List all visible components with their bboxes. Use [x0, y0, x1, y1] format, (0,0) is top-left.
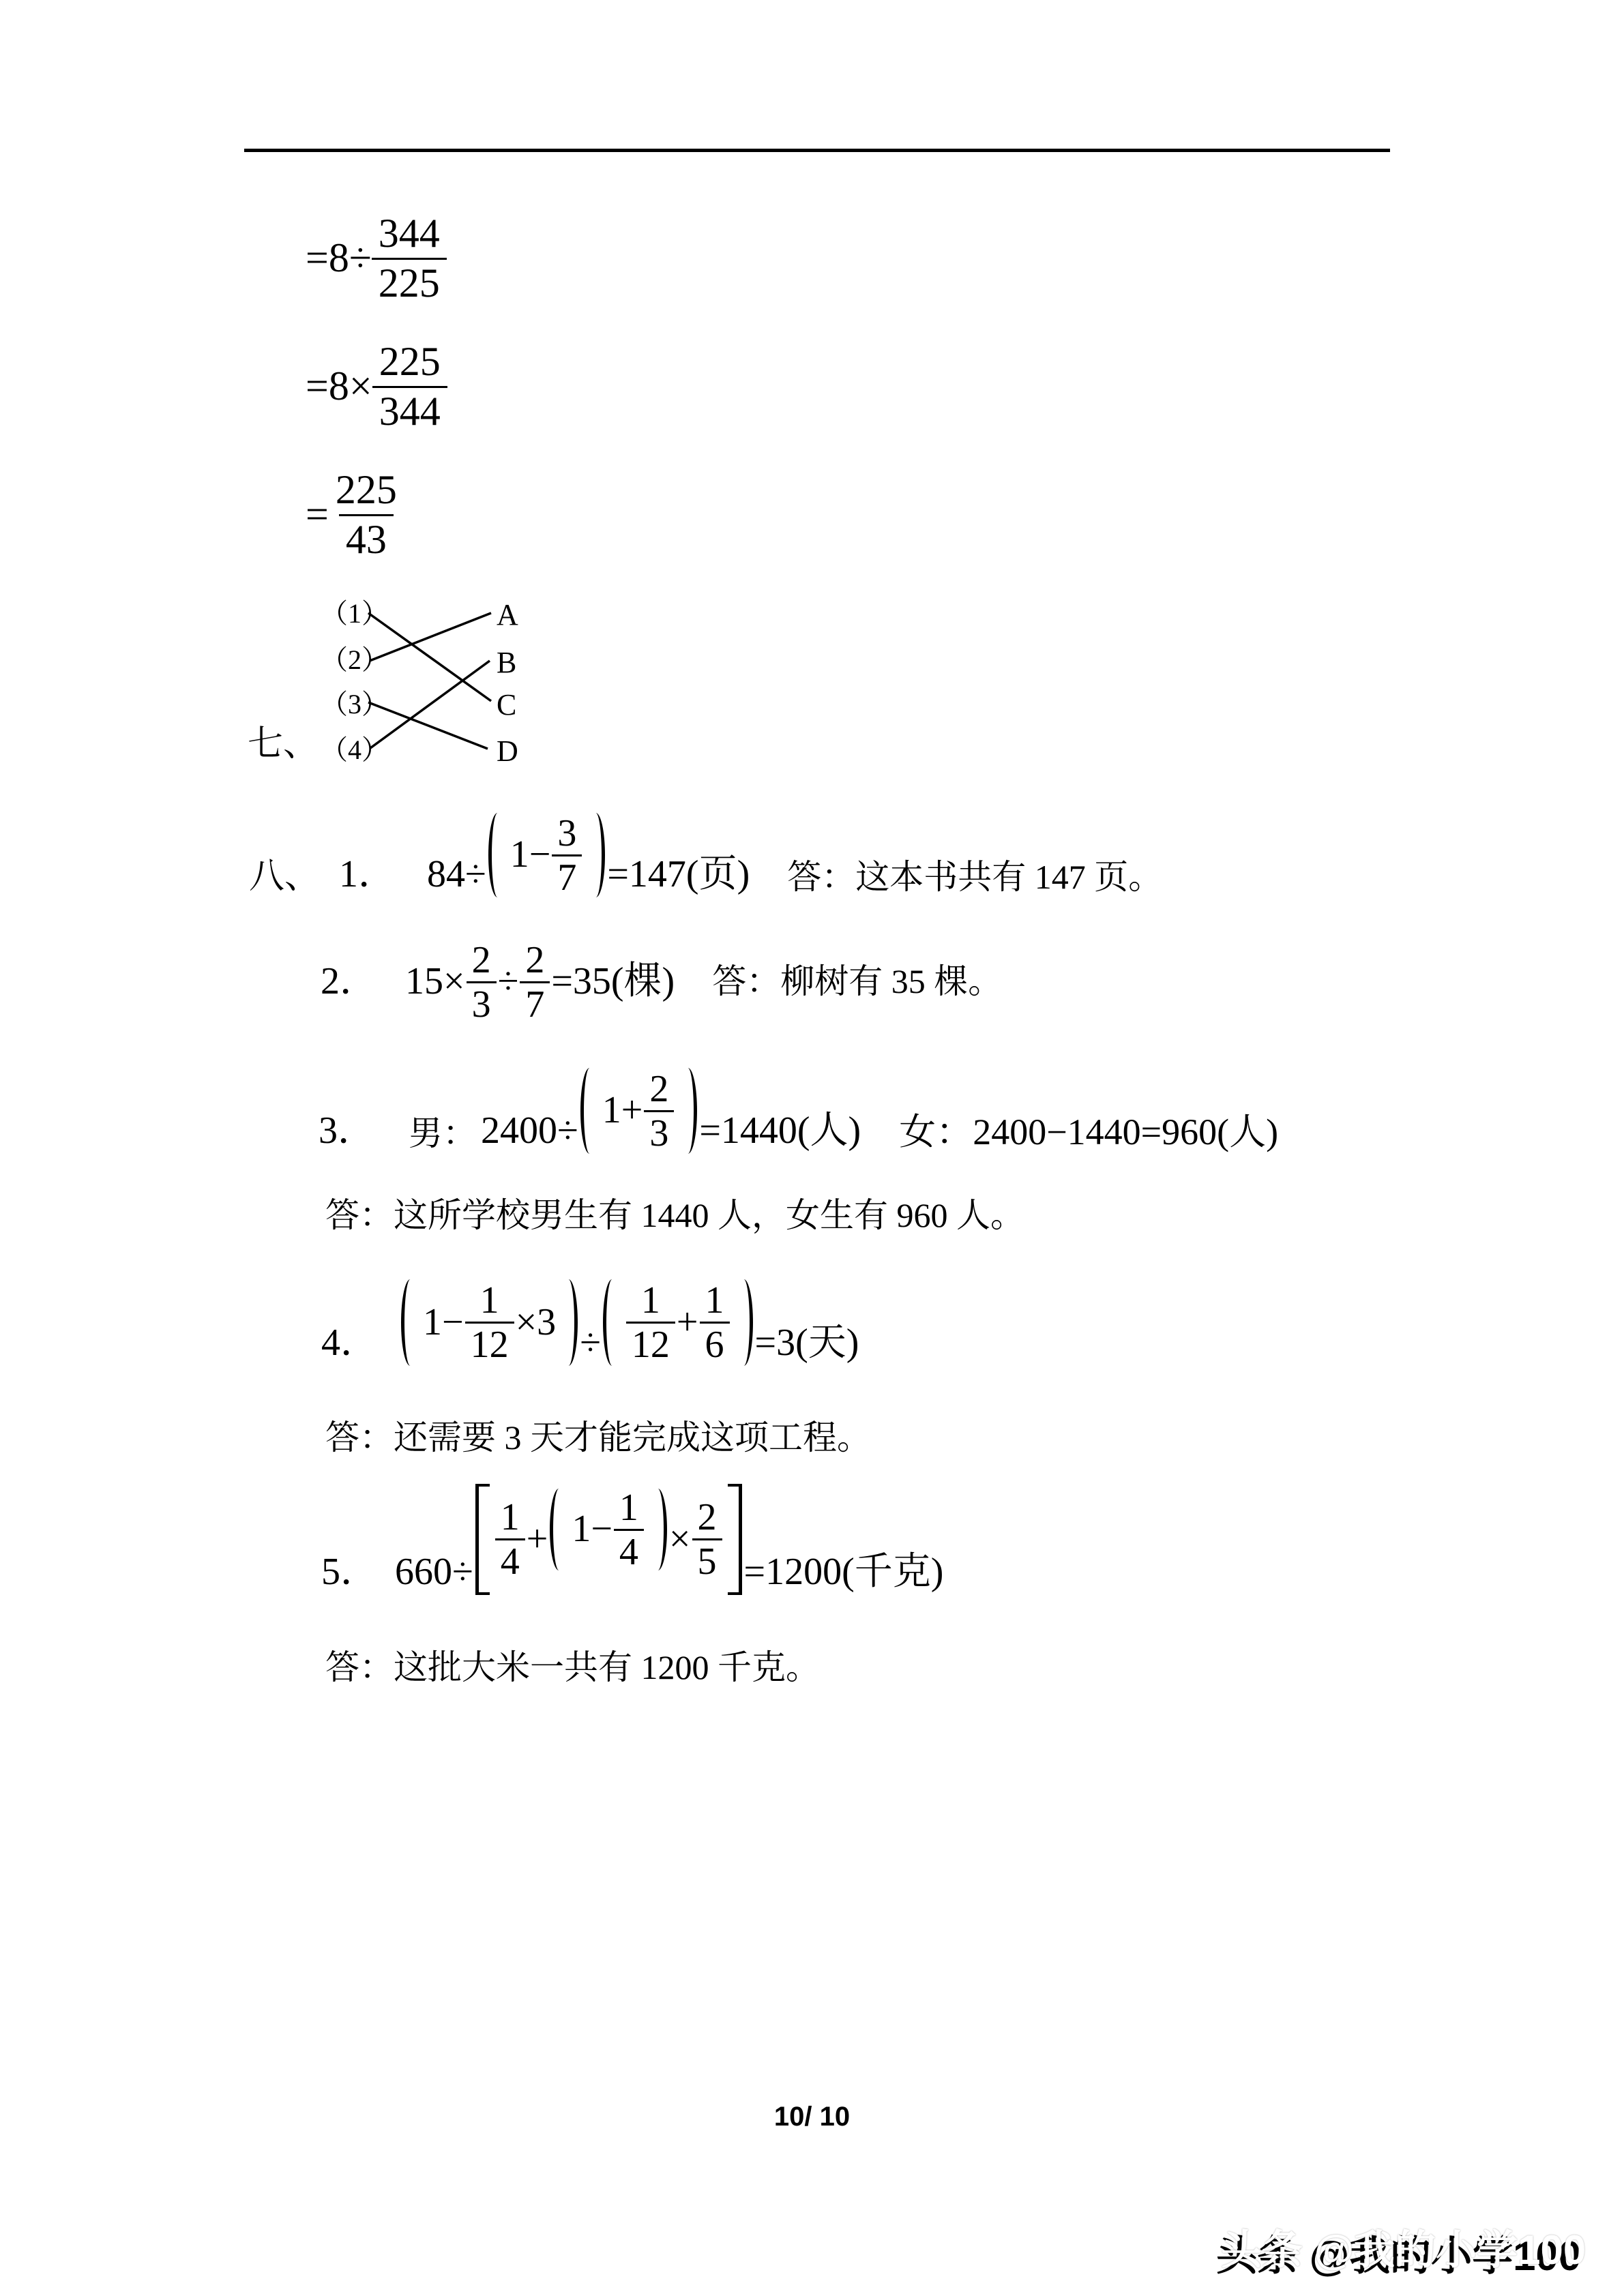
step1-prefix: =8÷ [306, 235, 372, 280]
fraction-denominator: 225 [372, 258, 447, 305]
item-4-p1-tail: ×3 [515, 1300, 557, 1343]
fraction-numerator: 225 [335, 467, 397, 512]
item-4-number: 4． [321, 1322, 379, 1365]
item-4-answer: 答：还需要 3 天才能完成这项工程。 [325, 1418, 871, 1457]
item-3-paren-lead: 1+ [602, 1089, 643, 1132]
left-paren [488, 813, 507, 897]
step2-prefix: =8× [306, 363, 372, 408]
step3-prefix: = [306, 492, 329, 537]
fraction-numerator: 2 [525, 939, 545, 981]
fraction-denominator: 43 [339, 514, 394, 561]
right-paren [587, 813, 605, 897]
item-5-times-op: × [668, 1517, 691, 1560]
fraction-numerator: 344 [378, 211, 440, 256]
step3-fraction [329, 468, 404, 561]
fraction-numerator: 1 [705, 1279, 724, 1322]
item-1-post: =147(页) [607, 853, 750, 896]
item-4-divide-op: ÷ [580, 1322, 601, 1365]
item-5-inner-paren-group [550, 1486, 667, 1573]
left-square-bracket [475, 1484, 490, 1595]
bracket-content [494, 1486, 724, 1583]
item-4-p1-lead: 1− [423, 1300, 464, 1343]
item-5-number: 5． [321, 1551, 379, 1594]
fraction-denominator: 4 [495, 1538, 525, 1581]
fraction-numerator: 1 [640, 1279, 660, 1322]
item-3-pre: 2400÷ [481, 1109, 578, 1152]
fraction-numerator: 2 [649, 1067, 669, 1110]
item-3-fraction [644, 1067, 674, 1154]
fraction-denominator: 12 [626, 1322, 675, 1364]
left-paren [550, 1489, 568, 1570]
match-left-4: （4） [321, 734, 389, 765]
match-right-b: B [497, 646, 517, 679]
item-1-fraction [552, 811, 582, 899]
fraction-denominator: 7 [520, 981, 550, 1024]
left-paren [603, 1279, 621, 1366]
match-left-2: （2） [321, 644, 389, 675]
right-paren [735, 1279, 753, 1366]
item-5-bracket-group [475, 1484, 742, 1595]
item-4-plus-op: + [676, 1300, 698, 1343]
step2-fraction [372, 340, 447, 433]
item-1-pre: 84÷ [427, 853, 486, 896]
item-1-row [249, 813, 1162, 897]
watermark-text: 头条 @我的小学100 [1221, 2227, 1586, 2273]
right-paren [559, 1279, 578, 1366]
item-2-pre: 15× [405, 959, 465, 1002]
item-5-post: =1200(千克) [743, 1551, 944, 1594]
fraction-numerator: 1 [479, 1279, 499, 1322]
fraction-denominator: 6 [700, 1322, 730, 1364]
item-5-answer: 答：这批大米一共有 1200 千克。 [325, 1648, 820, 1686]
paren-content [602, 1067, 676, 1154]
paren-content [572, 1486, 645, 1573]
item-3-row [319, 1068, 1278, 1154]
item-4-paren-group-1 [401, 1279, 578, 1366]
item-1-number: 1． [339, 853, 397, 896]
fraction-denominator: 4 [614, 1529, 644, 1571]
item-3-answer: 答：这所学校男生有 1440 人，女生有 960 人。 [325, 1196, 1024, 1234]
fraction-numerator: 1 [619, 1486, 638, 1529]
item-4-fraction-2 [626, 1281, 675, 1364]
fraction-numerator: 2 [697, 1496, 717, 1538]
item-5-pre: 660÷ [395, 1551, 473, 1594]
left-paren [401, 1279, 419, 1366]
item-4-post: =3(天) [754, 1322, 859, 1365]
item-5-fraction-2 [614, 1486, 644, 1573]
top-rule [244, 149, 1390, 152]
right-paren [649, 1489, 667, 1570]
item-1-answer: 答：这本书共有 147 页。 [787, 858, 1163, 896]
fraction-numerator: 225 [379, 339, 441, 384]
item-2-row [321, 939, 1003, 1026]
fraction-denominator: 5 [692, 1538, 722, 1581]
match-left-3: （3） [321, 689, 389, 719]
right-paren [679, 1068, 697, 1154]
match-right-d: D [497, 734, 518, 768]
fraction-numerator: 2 [471, 939, 491, 981]
item-1-paren-lead: 1− [510, 833, 551, 876]
page-number: 10/ 10 [773, 2102, 851, 2132]
item-4-fraction-1 [465, 1281, 514, 1364]
solution-step-2 [306, 340, 447, 433]
fraction-denominator: 3 [644, 1110, 674, 1152]
item-3-male-label: 男： [409, 1114, 477, 1152]
item-5-paren-lead: 1− [572, 1508, 612, 1551]
item-3-number: 3． [319, 1109, 376, 1152]
fraction-denominator: 3 [467, 981, 497, 1024]
match-right-c: C [497, 688, 517, 721]
item-5-plus-op: + [526, 1517, 548, 1560]
match-right-a: A [497, 598, 518, 631]
item-4-row [321, 1279, 859, 1366]
paren-content [510, 811, 584, 899]
item-5-fraction-3 [692, 1498, 722, 1581]
item-2-answer: 答：柳树有 35 棵。 [712, 962, 1003, 1000]
fraction-denominator: 12 [465, 1322, 514, 1364]
paren-content [625, 1281, 731, 1364]
item-4-fraction-3 [700, 1281, 730, 1364]
item-4-paren-group-2 [603, 1279, 753, 1366]
fraction-denominator: 7 [552, 854, 582, 897]
step1-fraction [372, 212, 447, 305]
item-2-fraction-1 [467, 941, 497, 1024]
section-eight-label: 八、 [249, 856, 321, 896]
fraction-denominator: 344 [372, 386, 447, 433]
left-paren [580, 1068, 599, 1154]
matching-diagram [321, 600, 546, 777]
item-5-fraction-1 [495, 1498, 525, 1581]
paren-content [423, 1281, 556, 1364]
item-2-number: 2． [321, 959, 378, 1002]
solution-step-1 [306, 212, 447, 305]
item-2-fraction-2 [520, 941, 550, 1024]
item-1-paren-group [488, 813, 606, 897]
fraction-numerator: 1 [500, 1496, 520, 1538]
solution-step-3 [306, 468, 404, 561]
item-2-post: =35(棵) [551, 959, 675, 1002]
section-seven-label: 七、 [248, 725, 319, 764]
item-3-paren-group [580, 1068, 698, 1154]
item-2-divide-op: ÷ [497, 959, 519, 1002]
item-3-female-part: 女：2400−1440=960(人) [899, 1111, 1279, 1152]
match-left-1: （1） [321, 598, 389, 629]
item-5-row [321, 1484, 943, 1595]
item-3-post: =1440(人) [699, 1109, 861, 1152]
right-square-bracket [728, 1484, 742, 1595]
fraction-numerator: 3 [557, 811, 577, 854]
